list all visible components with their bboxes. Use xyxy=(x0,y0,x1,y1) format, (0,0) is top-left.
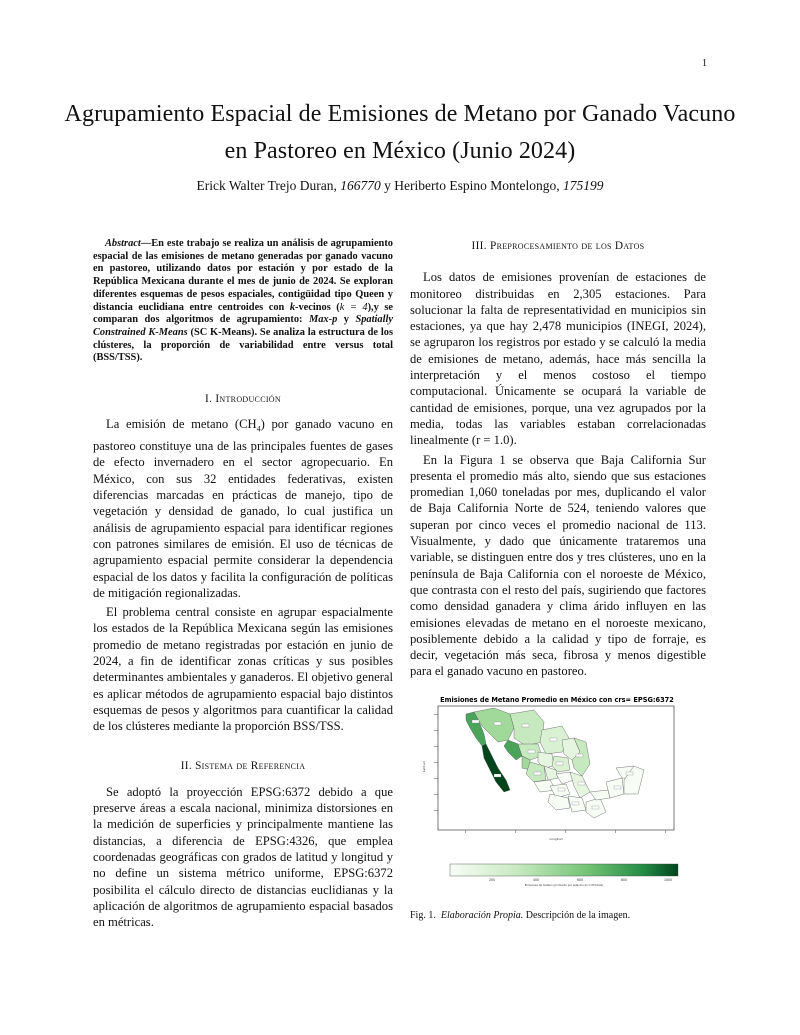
reference-paragraph: Se adoptó la proyección EPSG:6372 debido a que preserve áreas a escala nacional, minimiza distorsiones en la medición de superficies y principalmente mantiene las distancias, a diferencia de EPSG:4326, que emplea coordenadas geográficas con grados de latitud y longitud y no define un sistema métrico uniforme, EPSG:6372 posibilita el cálculo directo de distancias euclidianas y la aplicación de algoritmos de agrupamiento espacial basados en métricas. xyxy=(93,784,393,930)
abstract-k: k xyxy=(289,301,296,313)
preproc-paragraph-2: En la Figura 1 se observa que Baja California Sur presenta el promedio más alto, siendo que sus estaciones promedian 1,060 toneladas por mes, duplicando el valor de Baja California Norte de 524, teniendo valores que superan por cinco veces el promedio nacional de 113. Visualmente, y dado que únicamente trataremos una variable, se distinguen entre dos y tres clústeres, uno en la península de Baja California con el noroeste de México, que contrasta con el resto del país, sugiriendo que factores como densidad ganadera y clima árido influyen en las emisiones elevadas de metano en el noroeste mexicano, posiblemente debido a la calidad y tipo de forraje, es decir, vegetación más seca, fibrosa y menos digestible para el ganado vacuno en pastoreo. xyxy=(410,452,706,679)
intro-p1-a: La emisión de metano (CH xyxy=(106,417,257,432)
abstract-text-3: ),y se comparan dos algoritmos de agrupamiento: xyxy=(93,301,393,326)
colorbar-ticks xyxy=(489,878,672,882)
abstract-text-4: y xyxy=(343,314,349,326)
intro-paragraph-2: El problema central consiste en agrupar espacialmente los estados de la República Mexicana según las emisiones promedio de metano registradas por estación en junio de 2024, a fin de identificar zonas críticas y sus posibles determinantes ambientales y ganaderos. El objetivo general es aplicar métodos de agrupamiento espacial bajo distintos esquemas de pesos y algoritmos para cuantificar la calidad de los clústeres mediante la proporción BSS/TSS. xyxy=(93,605,393,734)
x-axis-label: Longitud xyxy=(549,836,563,841)
colorbar-label: Emisiones de metano (promedio por estación en t CH4/mes) xyxy=(524,883,604,887)
abstract-label: Abstract xyxy=(105,238,141,249)
figure-caption xyxy=(410,908,706,924)
page-number: 1 xyxy=(702,58,707,69)
caption-number: Fig. 1. xyxy=(410,909,436,921)
author-1-id: 166770 xyxy=(340,178,381,193)
section-2-number: II. xyxy=(180,760,192,773)
state-baja-california-sur xyxy=(482,744,510,792)
paper-title: Agrupamiento Espacial de Emisiones de Metano por Ganado Vacuno en Pastoreo en México (Junio 2024) xyxy=(64,101,736,164)
preproc-paragraph-1: Los datos de emisiones provenían de estaciones de monitoreo distribuidas en 2,305 estaciones. Para solucionar la falta de representatividad en municipios sin estaciones, ya que hay 2,478 municipios (INEGI, 2024), se agruparon los registros por estado y se calculó la media de emisiones de metano, además, hace más sencilla la interpretación y el menos costoso el tiempo computacional. Únicamente se ocupará la variable de cantidad de emisiones, porque, una vez agrupados por la media, todas las variables estaban correlacionadas linealmente (r = 1.0). xyxy=(410,270,706,448)
colorbar xyxy=(450,864,678,876)
colorbar-tick: 800 xyxy=(620,877,628,882)
abstract xyxy=(93,238,393,365)
right-column xyxy=(410,238,706,926)
abstract-text-1: —En este trabajo se realiza un análisis de agrupamiento espacial de las emisiones de metano generadas por ganado vacuno en pastoreo, utilizando datos por estación y por estado de la República Mexicana durante el mes de junio de 2024. Se exploran diferentes esquemas de pesos espaciales, contigüidad tipo Queen y distancia euclidiana entre centroides con xyxy=(93,238,393,313)
intro-p1-b: ) por ganado vacuno en pastoreo constituye una de las principales fuentes de gases de efecto invernadero en el sector agropecuario. En México, con sus 32 entidades federativas, existen diferencias marcadas en prácticas de manejo, tipo de vegetación y densidad de ganado, lo cual justifica un análisis de agrupamiento espacial para identificar regiones con patrones similares de emisión. El uso de técnicas de agrupamiento espacial permite considerar la dependencia espacial de los datos y facilita la configuración de políticas de mitigación regionalizadas. xyxy=(93,417,393,600)
author-line xyxy=(60,178,740,194)
colorbar-tick: 600 xyxy=(576,877,584,882)
section-3-heading xyxy=(410,238,706,254)
figure-1 xyxy=(410,694,706,926)
section-3-number: III. xyxy=(471,240,487,252)
colorbar-tick: 400 xyxy=(532,877,540,882)
state-sinaloa xyxy=(504,740,522,760)
colorbar-tick: 200 xyxy=(488,877,496,882)
y-axis-label: Latitud xyxy=(422,761,426,772)
section-2-title: Sistema de Referencia xyxy=(195,760,306,773)
choropleth-map xyxy=(410,694,706,926)
abstract-text-2: -vecinos ( xyxy=(295,301,340,313)
intro-paragraph-1 xyxy=(93,416,393,601)
state-polygons xyxy=(466,708,644,818)
section-1-number: I. xyxy=(205,393,213,406)
abstract-k-math: k = 4 xyxy=(339,301,368,313)
x-ticks xyxy=(465,830,666,833)
state-tabasco xyxy=(590,790,610,800)
colorbar-tick: 1000 xyxy=(663,877,673,882)
intro-p1-sub: 4 xyxy=(256,424,261,434)
author-1: Erick Walter Trejo Duran, xyxy=(196,178,337,193)
author-joiner: y Heriberto Espino Montelongo, xyxy=(384,178,560,193)
left-column xyxy=(93,238,393,930)
section-1-heading xyxy=(93,391,393,407)
caption-italic: Elaboración Propia. xyxy=(440,909,524,921)
figure-title: Emisiones de Metano Promedio en México con crs= EPSG:6372 xyxy=(440,695,674,704)
state-guerrero xyxy=(548,794,570,810)
section-3-title: Preprocesamiento de los Datos xyxy=(489,240,645,252)
section-2-heading xyxy=(93,758,393,774)
abstract-text-5: (SC K-Means). Se analiza la estructura de los clústeres, la proporción de variabilidad entre versus total (BSS/TSS). xyxy=(93,326,393,364)
abstract-alg-2: Spatially Constrained K-Means xyxy=(93,314,393,338)
section-1-title: Introducción xyxy=(215,393,281,406)
state-chihuahua xyxy=(510,710,544,746)
abstract-alg-1: Max-p xyxy=(308,314,338,326)
caption-text: Descripción de la imagen. xyxy=(525,909,631,921)
y-ticks xyxy=(434,714,438,811)
author-2-id: 175199 xyxy=(563,178,604,193)
